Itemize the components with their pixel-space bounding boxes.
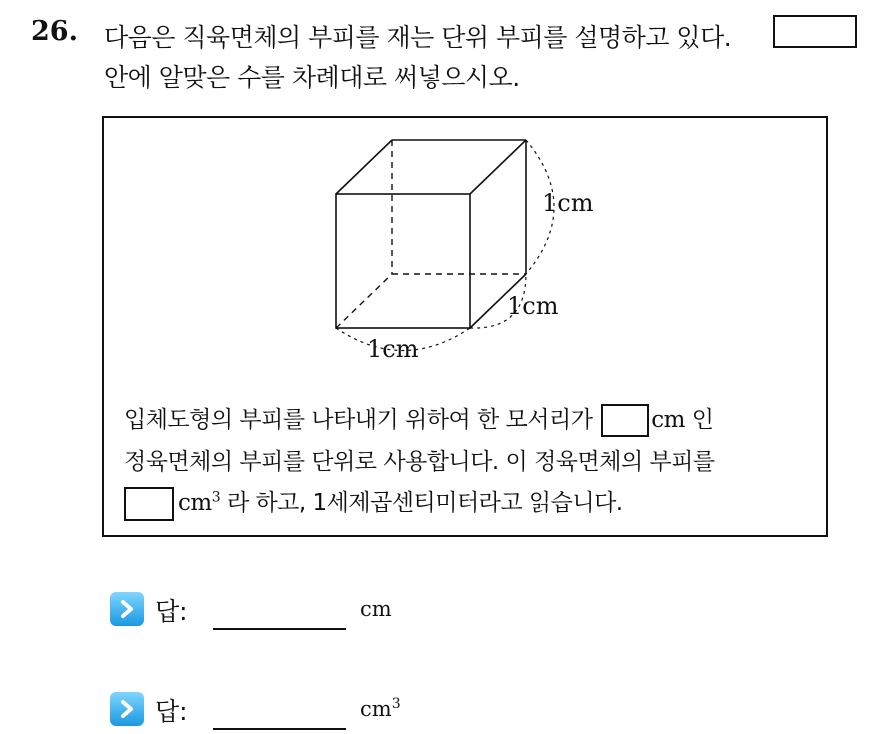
question-text-line1: 다음은 직육면체의 부피를 재는 단위 부피를 설명하고 있다. <box>104 23 732 52</box>
answer-input-line[interactable] <box>213 728 346 730</box>
explanation-line2: 정육면체의 부피를 단위로 사용합니다. 이 정육면체의 부피를 <box>124 449 715 475</box>
answer-unit: $cm^3$ <box>360 696 401 721</box>
cube-figure <box>320 128 600 368</box>
unit-cm3: $cm^3$ <box>178 489 221 516</box>
blank-box-volume <box>124 487 174 521</box>
depth-label: 1cm <box>507 292 559 320</box>
unit-cm: cm <box>651 407 685 433</box>
question-text-line2: 안에 알맞은 수를 차례대로 써넣으시오. <box>104 63 520 92</box>
answer-label: 답: <box>155 597 188 626</box>
question-number: 26. <box>31 16 78 47</box>
cube-front-face <box>336 194 470 328</box>
answer-row-1 <box>110 590 510 630</box>
explanation-text: 입체도형의 부피를 나타내기 위하여 한 모서리가 <box>124 407 593 433</box>
blank-box-edge <box>601 404 649 437</box>
height-label: 1cm <box>542 189 594 217</box>
chevron-right-icon <box>110 692 144 726</box>
chevron-right-icon <box>110 592 144 626</box>
answer-unit: cm <box>360 597 392 621</box>
answer-row-2 <box>110 690 510 730</box>
width-label: 1cm <box>367 335 419 363</box>
answer-input-line[interactable] <box>213 628 346 630</box>
explanation-line1 <box>124 401 713 437</box>
explanation-text: 라 하고, 1세제곱센티미터라고 읽습니다. <box>226 490 623 516</box>
explanation-line3 <box>124 484 623 521</box>
explanation-text: 인 <box>691 407 714 433</box>
answer-label: 답: <box>155 697 188 726</box>
question-blank-box <box>773 15 857 48</box>
